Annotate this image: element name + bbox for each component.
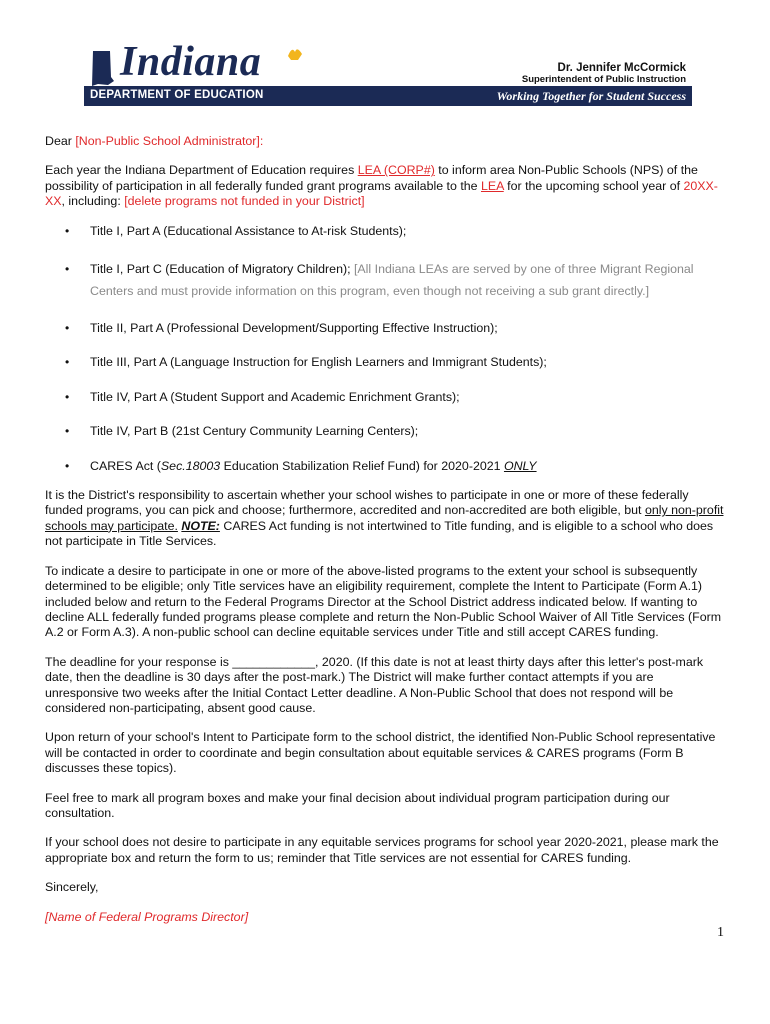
cares-text-2: Education Stabilization Relief Fund) for 2020-2021 [220,458,504,473]
indiana-doe-logo [86,39,286,86]
year-placeholder: 20XX-XX [45,178,718,209]
superintendent-name: Dr. Jennifer McCormick [557,62,686,74]
tagline: Working Together for Student Success [496,89,686,103]
program-item: • Title IV, Part B (21st Century Community Learning Centers); [45,424,725,439]
responsibility-text-1: It is the District's responsibility to ascertain whether your school wishes to participate in one or more of these federally funded programs, you can pick and choose; furthermore, accredited and non-accredited are both eligible, but [45,488,689,518]
cares-only: ONLY [503,458,537,473]
lea-placeholder: LEA [480,178,504,193]
salutation-dear: Dear [45,134,76,148]
letterhead-band [84,86,692,106]
closing: Sincerely, [45,880,99,895]
salutation [45,134,725,149]
program-item: • Title III, Part A (Language Instruction for English Learners and Immigrant Students); [45,355,725,370]
page-number: 1 [717,925,724,940]
intro-text-1: Each year the Indiana Department of Education requires [45,163,358,178]
intro-text-4: , including: [61,194,125,209]
cares-text-1: CARES Act ( [90,458,161,473]
consultation-paragraph: Upon return of your school's Intent to Participate form to the school district, the identified Non-Public School representative will be contacted in order to coordinate and begin consultation about equitable services & CARES programs (Form B discusses these topics). [45,730,716,776]
non-profit-note: only non-profit schools may participate. [45,503,724,533]
program-item-cares [45,459,725,474]
lea-corp-placeholder: LEA (CORP#) [357,163,435,178]
logo-wordmark: Indiana [120,39,262,85]
program-boxes-paragraph: Feel free to mark all program boxes and make your final decision about individual program participation during our consultation. [45,790,670,820]
intro-paragraph [45,163,725,209]
administrator-placeholder: [Non-Public School Administrator]: [75,134,264,148]
program-item: • Title II, Part A (Professional Development/Supporting Effective Instruction); [45,321,725,336]
superintendent-title: Superintendent of Public Instruction [521,74,686,85]
torch-flame-icon [286,46,304,60]
program-item: • Title IV, Part A (Student Support and Academic Enrichment Grants); [45,390,725,405]
program-title-i-c: Title I, Part C (Education of Migratory Children); [90,262,354,277]
responsibility-paragraph [45,488,725,550]
cares-section: Sec.18003 [160,458,221,473]
letter-body [45,134,725,939]
intro-text-3: for the upcoming school year of [503,178,684,193]
note-label: NOTE: [181,518,220,533]
indiana-state-icon [90,50,116,86]
decline-paragraph: If your school does not desire to participate in any equitable services programs for school year 2020-2021, please mark the appropriate box and return the form to us; reminder that Title services are not essential for CARES funding. [45,835,719,865]
delete-programs-note: [delete programs not funded in your District] [124,194,365,209]
participation-paragraph: To indicate a desire to participate in one or more of the above-listed programs to the extent your school is subsequently determined to be eligible; only Title services have an eligibility requirement, complete the Intent to Participate (Form A.1) included below and return to the Federal Programs Director at the School District address indicated below. If wanting to decline ALL federally funded programs please complete and return the Non-Public School Waiver of All Title Services (Form A.2 or Form A.3). A non-public school can decline equitable services under Title and still accept CARES funding. [45,563,722,640]
migrant-note: [All Indiana LEAs are served by one of three Migrant Regional Centers and must provide information on this program, even though not receiving a sub grant directly.] [90,262,694,299]
director-placeholder: [Name of Federal Programs Director] [45,909,249,924]
department-label: DEPARTMENT OF EDUCATION [90,89,264,101]
program-item: • Title I, Part A (Educational Assistance to At-risk Students); [45,224,725,239]
responsibility-text-2: CARES Act funding is not intertwined to Title funding, and is eligible to a school who does not participate in Title Services. [45,518,714,549]
intro-text-2: to inform area Non-Public Schools (NPS) of the possibility of participation in all federally funded grant programs available to the [45,163,698,193]
program-item [45,258,725,302]
deadline-paragraph: The deadline for your response is ____________, 2020. (If this date is not at least thirty days after this letter's post-mark date, then the deadline is 30 days after the post-mark.) The District will make further contact attempts if you are unresponsive two weeks after the Initial Contact Letter deadline. A Non-Public School that does not respond will be considered non-participating, absent good cause. [45,654,704,715]
